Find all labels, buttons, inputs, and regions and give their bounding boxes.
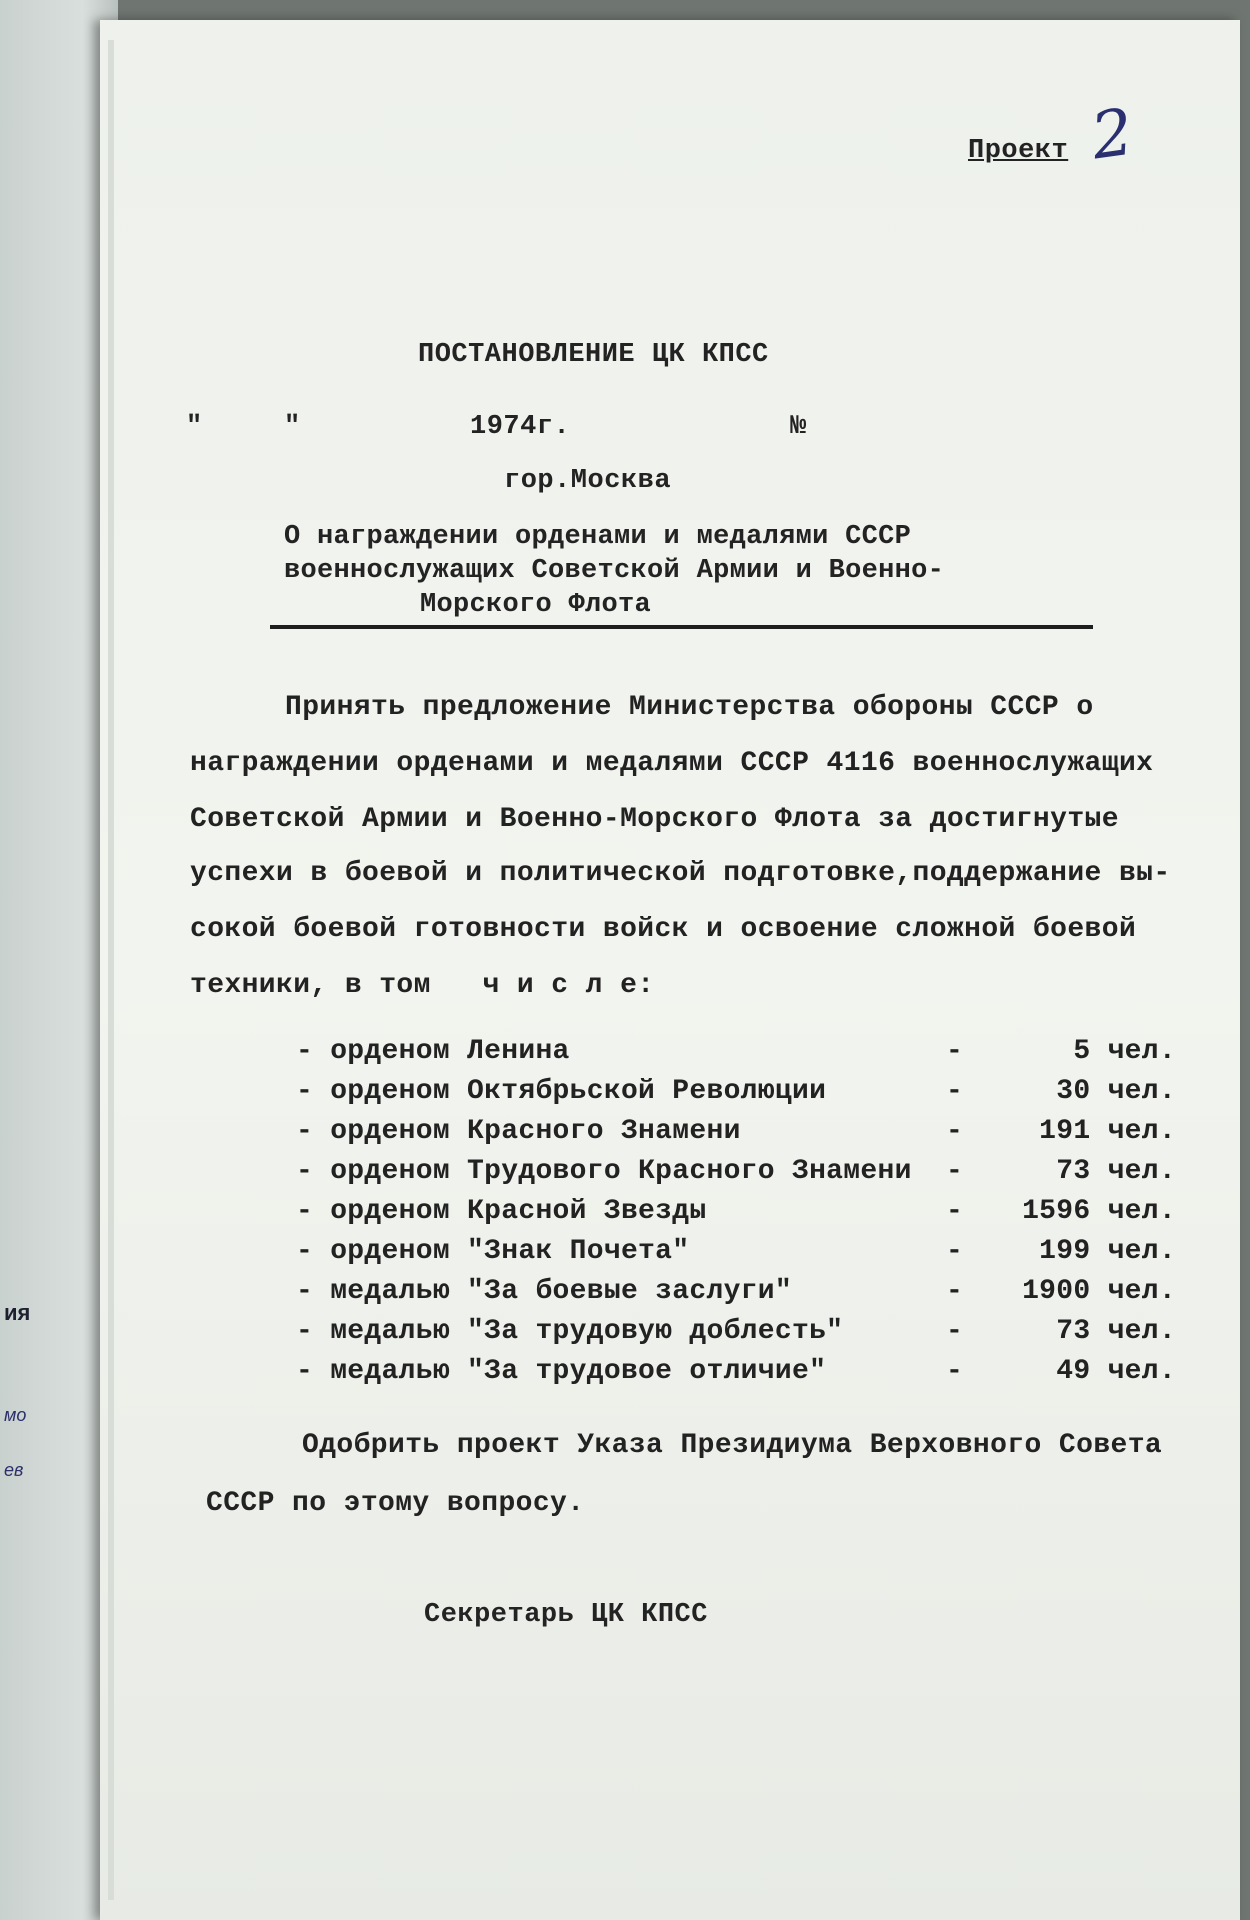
paragraph-line: Принять предложение Министерства обороны СССР о — [285, 692, 1094, 723]
award-count: 5 чел. — [1073, 1036, 1176, 1067]
paragraph-line: успехи в боевой и политической подготовке,поддержание вы- — [190, 858, 1171, 889]
paragraph-line: техники, в том ч и с л е: — [190, 970, 655, 1001]
resolution-title: ПОСТАНОВЛЕНИЕ ЦК КПСС — [418, 340, 769, 370]
award-dash: - — [946, 1316, 964, 1347]
award-dash: - — [946, 1276, 964, 1307]
draft-label: Проект — [968, 136, 1069, 166]
adjacent-page-fragment: ия — [4, 1300, 31, 1325]
award-row — [296, 1076, 1176, 1114]
award-row — [296, 1276, 1176, 1314]
award-name: - медалью "За трудовое отличие" — [296, 1356, 827, 1387]
paragraph-line: сокой боевой готовности войск и освоение сложной боевой — [190, 914, 1137, 945]
number-sign: № — [790, 412, 807, 442]
award-name: - орденом Красной Звезды — [296, 1196, 707, 1227]
award-dash: - — [946, 1156, 964, 1187]
award-dash: - — [946, 1356, 964, 1387]
award-count: 73 чел. — [1056, 1156, 1176, 1187]
award-dash: - — [946, 1116, 964, 1147]
award-count: 191 чел. — [1039, 1116, 1176, 1147]
award-dash: - — [946, 1036, 964, 1067]
award-row — [296, 1116, 1176, 1154]
award-count: 30 чел. — [1056, 1076, 1176, 1107]
resolution-year: 1974г. — [470, 412, 571, 442]
approve-line: Одобрить проект Указа Президиума Верховного Совета — [302, 1430, 1163, 1461]
resolution-city: гор.Москва — [504, 466, 672, 496]
date-quote-open: " — [186, 412, 203, 442]
award-row — [296, 1316, 1176, 1354]
sheet-edge — [108, 40, 114, 1900]
award-row — [296, 1356, 1176, 1394]
award-row — [296, 1156, 1176, 1194]
adjacent-page-fragment: ев — [4, 1460, 24, 1480]
paragraph-line: Советской Армии и Военно-Морского Флота за достигнутые — [190, 804, 1119, 835]
award-name: - орденом Ленина — [296, 1036, 570, 1067]
award-dash: - — [946, 1076, 964, 1107]
title-underline — [270, 625, 1093, 629]
award-count: 1596 чел. — [1022, 1196, 1176, 1227]
subject-line: Морского Флота — [420, 590, 652, 620]
award-dash: - — [946, 1236, 964, 1267]
subject-line: О награждении орденами и медалями СССР — [284, 522, 912, 552]
award-name: - орденом Красного Знамени — [296, 1116, 741, 1147]
signature-line: Секретарь ЦК КПСС — [424, 1600, 708, 1630]
award-name: - орденом Трудового Красного Знамени — [296, 1156, 912, 1187]
award-count: 73 чел. — [1056, 1316, 1176, 1347]
adjacent-page-fragment: мо — [4, 1405, 27, 1425]
subject-line: военнослужащих Советской Армии и Военно- — [284, 556, 945, 586]
handwritten-number: 2 — [1087, 95, 1138, 175]
award-name: - орденом "Знак Почета" — [296, 1236, 690, 1267]
paragraph-line: награждении орденами и медалями СССР 4116 военнослужащих — [190, 748, 1154, 779]
award-count: 1900 чел. — [1022, 1276, 1176, 1307]
award-row — [296, 1036, 1176, 1074]
award-name: - медалью "За боевые заслуги" — [296, 1276, 792, 1307]
award-name: - медалью "За трудовую доблесть" — [296, 1316, 844, 1347]
award-count: 49 чел. — [1056, 1356, 1176, 1387]
award-row — [296, 1236, 1176, 1274]
award-row — [296, 1196, 1176, 1234]
award-dash: - — [946, 1196, 964, 1227]
date-quote-close: " — [284, 412, 301, 442]
award-name: - орденом Октябрьской Революции — [296, 1076, 827, 1107]
award-count: 199 чел. — [1039, 1236, 1176, 1267]
approve-line: СССР по этому вопросу. — [206, 1488, 585, 1519]
